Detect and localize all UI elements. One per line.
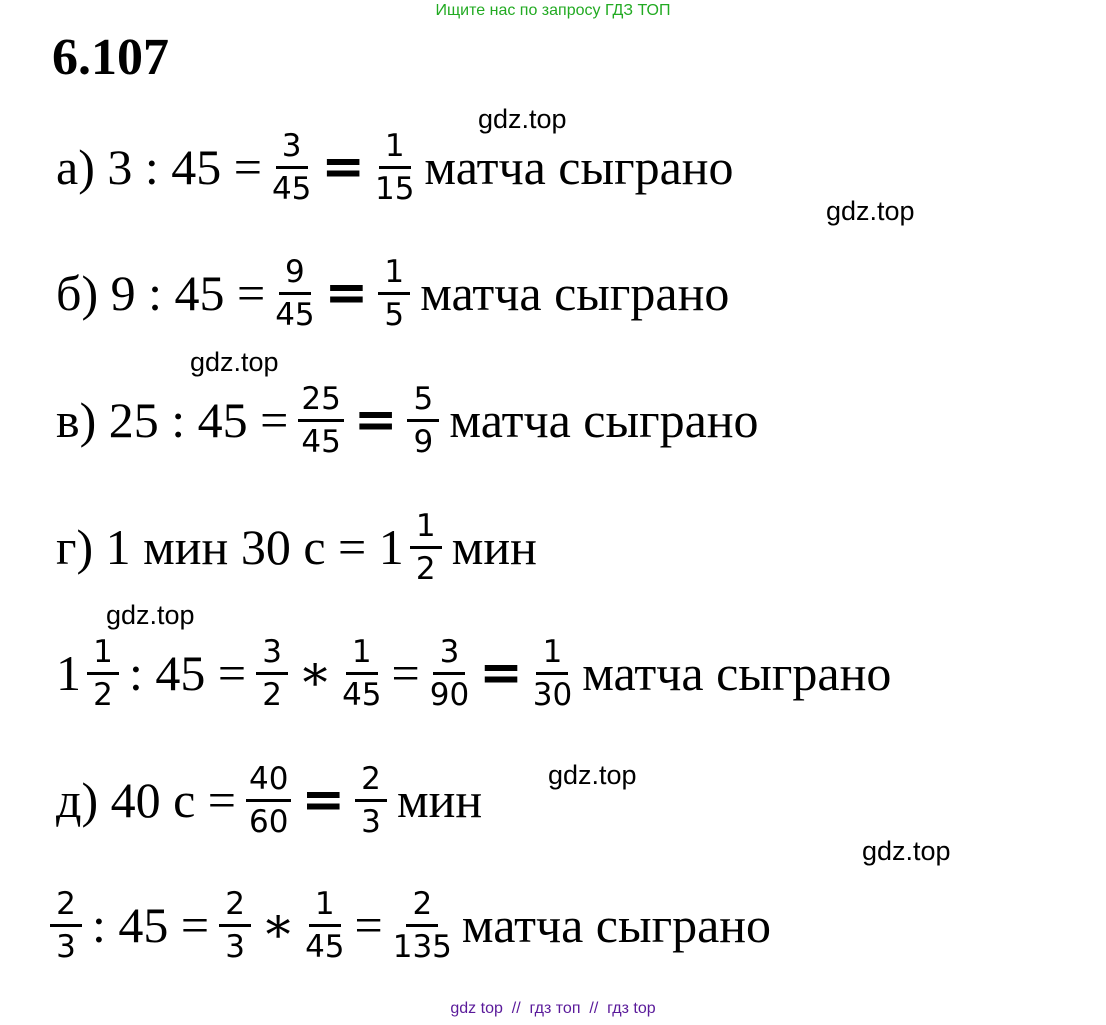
solution-line-d — [50, 755, 488, 845]
numerator: 3 — [276, 128, 308, 169]
numerator: 9 — [279, 254, 311, 295]
numerator: 2 — [406, 886, 438, 927]
division-part: : 45 = — [92, 897, 210, 953]
denominator: 45 — [275, 296, 315, 333]
numerator: 1 — [87, 634, 119, 675]
numerator: 1 — [379, 128, 411, 169]
equals-sign: = — [479, 643, 523, 703]
solution-line-b — [50, 248, 735, 338]
line-b-tail: матча сыграно — [420, 265, 730, 321]
multiply-sign: ∗ — [261, 897, 296, 953]
denominator: 9 — [413, 423, 434, 460]
fraction — [219, 886, 251, 965]
equals-sign: = — [353, 390, 398, 450]
equals-text: = — [354, 897, 383, 953]
numerator: 40 — [246, 761, 291, 802]
division-part: : 45 = — [129, 645, 247, 701]
fraction — [355, 761, 387, 840]
numerator: 1 — [410, 508, 442, 549]
watermark: gdz.top — [862, 836, 951, 866]
line-v-label: в) 25 : 45 = — [56, 392, 289, 448]
denominator: 2 — [93, 676, 113, 713]
numerator: 2 — [50, 886, 82, 927]
denominator: 5 — [384, 296, 405, 333]
denominator: 45 — [301, 423, 341, 460]
denominator: 45 — [342, 676, 382, 713]
denominator: 30 — [532, 676, 573, 713]
numerator: 1 — [536, 634, 568, 675]
fraction — [430, 634, 469, 713]
numerator: 1 — [346, 634, 378, 675]
fraction — [378, 254, 410, 333]
fraction — [410, 508, 442, 587]
mixed-whole: 1 — [56, 645, 81, 701]
numerator: 1 — [309, 886, 341, 927]
line-b-label: б) 9 : 45 = — [56, 265, 266, 321]
fraction — [305, 886, 344, 965]
denominator: 3 — [361, 803, 381, 840]
denominator: 90 — [429, 676, 470, 713]
fraction — [533, 634, 572, 713]
denominator: 45 — [305, 928, 345, 965]
denominator: 3 — [225, 928, 245, 965]
line-a-label: а) 3 : 45 = — [56, 139, 262, 195]
line-d-label: д) 40 с = — [56, 772, 236, 828]
top-banner: Ищите нас по запросу ГДЗ ТОП — [435, 2, 671, 19]
solution-line-v — [50, 375, 765, 465]
denominator: 15 — [374, 170, 415, 207]
fraction — [87, 634, 119, 713]
line-v-tail: матча сыграно — [449, 392, 759, 448]
denominator: 135 — [392, 928, 452, 965]
fraction — [298, 381, 343, 460]
watermark: gdz.top — [548, 760, 637, 790]
equals-text: = — [391, 645, 420, 701]
denominator: 60 — [248, 803, 289, 840]
fraction — [393, 886, 452, 965]
fraction — [256, 634, 288, 713]
watermark: gdz.top — [478, 104, 567, 134]
equals-sign: = — [321, 137, 365, 197]
numerator: 3 — [433, 634, 465, 675]
fraction — [275, 254, 314, 333]
fraction — [272, 128, 311, 207]
fraction — [246, 761, 291, 840]
line-d-tail: мин — [397, 772, 483, 828]
footer-links: gdz top // гдз топ // гдз top — [450, 1000, 656, 1017]
fraction — [407, 381, 439, 460]
multiply-sign: ∗ — [298, 645, 333, 701]
solution-line-g — [50, 502, 543, 592]
equals-sign: = — [301, 770, 346, 830]
denominator: 2 — [415, 550, 436, 587]
solution-line-d2 — [50, 880, 777, 970]
numerator: 1 — [378, 254, 410, 295]
denominator: 45 — [271, 170, 312, 207]
fraction — [342, 634, 381, 713]
exercise-number: 6.107 — [52, 29, 169, 86]
watermark: gdz.top — [826, 196, 915, 226]
solution-line-a — [50, 122, 740, 212]
fraction — [375, 128, 414, 207]
line-a-tail: матча сыграно — [424, 139, 734, 195]
fraction — [50, 886, 82, 965]
solution-line-g2 — [50, 628, 897, 718]
numerator: 5 — [407, 381, 439, 422]
numerator: 25 — [298, 381, 343, 422]
line-g2-tail: матча сыграно — [582, 645, 892, 701]
numerator: 2 — [355, 761, 387, 802]
watermark: gdz.top — [106, 600, 195, 630]
numerator: 3 — [256, 634, 288, 675]
denominator: 2 — [262, 676, 282, 713]
equals-sign: = — [324, 263, 369, 323]
line-d2-tail: матча сыграно — [461, 897, 772, 953]
numerator: 2 — [219, 886, 251, 927]
line-g-label: г) 1 мин 30 с = 1 — [56, 519, 404, 575]
watermark: gdz.top — [190, 347, 279, 377]
line-g-tail: мин — [451, 519, 537, 575]
denominator: 3 — [56, 928, 76, 965]
